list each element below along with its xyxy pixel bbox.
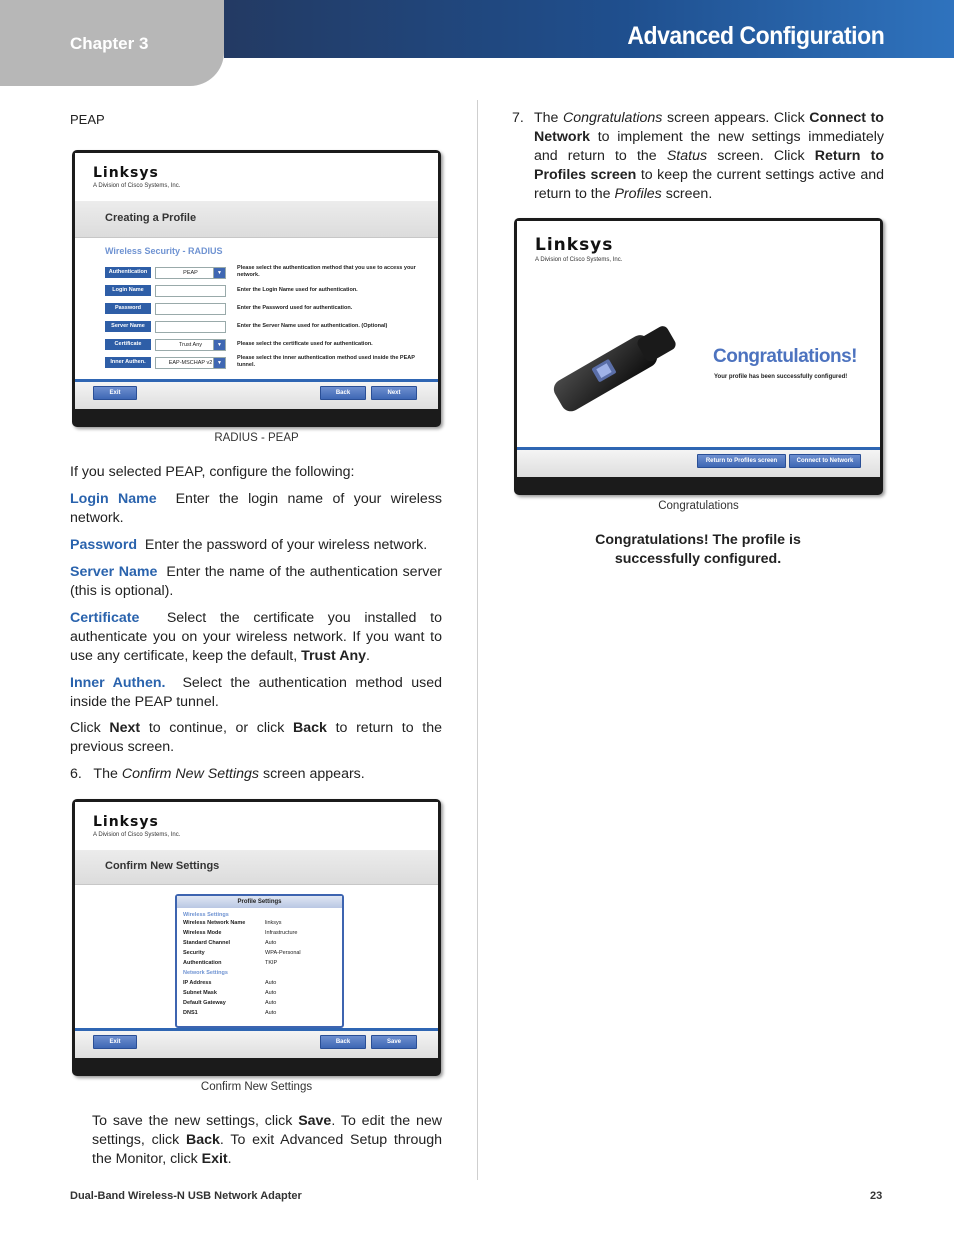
column-divider [477, 100, 478, 1180]
chapter-label: Chapter 3 [70, 34, 149, 53]
server-name-desc: Server Name Enter the name of the authentication server (this is optional). [70, 564, 442, 599]
click-next-para: Click Next to continue, or click Back to return to the previous screen. [70, 720, 442, 755]
congrats-subline: Your profile has been successfully configured! [714, 374, 848, 380]
setting-key: IP Address [183, 980, 212, 986]
certificate-desc: Certificate Select the certificate you installed to authenticate you on your wireless network. If you want to use any certificate, keep the default, Trust Any. [70, 610, 442, 664]
step-7: The Congratulations screen appears. Click Connect to Network to implement the new settings immediately and return to the Status screen. Click Return to Profiles screen to keep the current settings active and return to the Profiles screen. [534, 110, 884, 202]
setting-value: WPA-Personal [265, 950, 301, 956]
server-name-input[interactable] [155, 321, 226, 333]
back-button[interactable]: Back [320, 1035, 366, 1049]
term: Inner Authen. [70, 675, 166, 691]
password-desc: Password Enter the password of your wireless network. [70, 537, 428, 553]
login-name-input[interactable] [155, 285, 226, 297]
field-help: Please select the certificate used for authentication. [237, 341, 373, 347]
return-to-profiles-button[interactable]: Return to Profiles screen [697, 454, 786, 468]
figure-caption: Confirm New Settings [200, 1081, 313, 1093]
next-button[interactable]: Next [371, 386, 417, 400]
field-label: Certificate [105, 339, 151, 350]
linksys-subtitle: A Division of Cisco Systems, Inc. [535, 257, 623, 263]
peap-screenshot [72, 150, 441, 427]
setting-key: Wireless Mode [183, 930, 222, 936]
section-heading: PEAP [70, 112, 105, 127]
figure-caption: RADIUS - PEAP [214, 432, 299, 444]
success-note: Congratulations! The profile is successfully configured. [595, 532, 801, 567]
step-number: 7. [512, 110, 524, 126]
step-6: 6. The Confirm New Settings screen appears. [70, 766, 365, 782]
field-help: Enter the Login Name used for authentication. [237, 287, 358, 293]
connect-to-network-button[interactable]: Connect to Network [789, 454, 861, 468]
field-help: Enter the Server Name used for authentication. (Optional) [237, 323, 388, 329]
setting-value: Auto [265, 1000, 277, 1006]
usb-adapter-icon [539, 311, 689, 421]
term: Login Name [70, 491, 157, 507]
profile-settings-panel [175, 894, 344, 1028]
dropdown-arrow-icon[interactable]: ▼ [213, 267, 226, 279]
linksys-logo: Linksys [535, 235, 614, 255]
setting-key: Default Gateway [183, 1000, 226, 1006]
page-title: Advanced Configuration [627, 22, 884, 50]
linksys-logo: Linksys [93, 165, 159, 181]
setting-value: Auto [265, 1010, 277, 1016]
login-name-desc: Login Name Enter the login name of your wireless network. [70, 491, 443, 526]
congratulations-screenshot [514, 218, 883, 495]
field-label: Password [105, 303, 151, 314]
linksys-subtitle: A Division of Cisco Systems, Inc. [93, 832, 181, 838]
setting-key: Subnet Mask [183, 990, 217, 996]
save-button[interactable]: Save [371, 1035, 417, 1049]
setting-key: Standard Channel [183, 940, 231, 946]
footer-product: Dual-Band Wireless-N USB Network Adapter [70, 1190, 302, 1202]
term: Certificate [70, 610, 140, 626]
section-label: Wireless Settings [183, 912, 229, 918]
setting-value: Auto [265, 980, 277, 986]
panel-title: Profile Settings [177, 896, 342, 908]
setting-value: Auto [265, 940, 277, 946]
field-label: Login Name [105, 285, 151, 296]
setting-key: DNS1 [183, 1010, 198, 1016]
save-para: To save the new settings, click Save. To edit the new settings, click Back. To exit Advanced Setup through the Monitor, click Exit. [92, 1113, 443, 1167]
field-label: Authentication [105, 267, 151, 278]
exit-button[interactable]: Exit [93, 386, 137, 400]
linksys-subtitle: A Division of Cisco Systems, Inc. [93, 183, 181, 189]
setting-key: Security [183, 950, 205, 956]
setting-value: Infrastructure [265, 930, 298, 936]
setting-key: Wireless Network Name [183, 920, 246, 926]
term: Server Name [70, 564, 158, 580]
dropdown-arrow-icon[interactable]: ▼ [213, 339, 226, 351]
figure-caption: Congratulations [658, 500, 739, 512]
inner-authen-select[interactable]: EAP-MSCHAP v2 [155, 357, 226, 369]
setting-value: TKIP [265, 960, 278, 966]
band-title: Creating a Profile [105, 212, 197, 224]
confirm-settings-screenshot [72, 799, 441, 1076]
intro-text: If you selected PEAP, configure the following: [70, 464, 355, 480]
setting-key: Authentication [183, 960, 222, 966]
inner-authen-desc: Inner Authen. Select the authentication method used inside the PEAP tunnel. [70, 675, 442, 710]
field-label: Inner Authen. [105, 357, 151, 368]
field-help: Please select the authentication method that you use to access your network. [237, 265, 416, 278]
authentication-select[interactable]: PEAP [155, 267, 226, 279]
section-label: Network Settings [183, 970, 228, 976]
linksys-logo: Linksys [93, 814, 159, 830]
congrats-headline: Congratulations! [713, 346, 857, 367]
term: Password [70, 537, 138, 553]
field-help: Enter the Password used for authentication. [237, 305, 353, 311]
setting-value: Auto [265, 990, 277, 996]
page-number: 23 [870, 1190, 883, 1202]
band-title: Confirm New Settings [105, 860, 220, 872]
password-input[interactable] [155, 303, 226, 315]
setting-value: linksys [265, 920, 282, 926]
dropdown-arrow-icon[interactable]: ▼ [213, 357, 226, 369]
exit-button[interactable]: Exit [93, 1035, 137, 1049]
section-subtitle: Wireless Security - RADIUS [105, 246, 223, 256]
field-help: Please select the inner authentication method used inside the PEAP tunnel. [237, 355, 415, 368]
certificate-select[interactable]: Trust Any [155, 339, 226, 351]
field-label: Server Name [105, 321, 151, 332]
back-button[interactable]: Back [320, 386, 366, 400]
